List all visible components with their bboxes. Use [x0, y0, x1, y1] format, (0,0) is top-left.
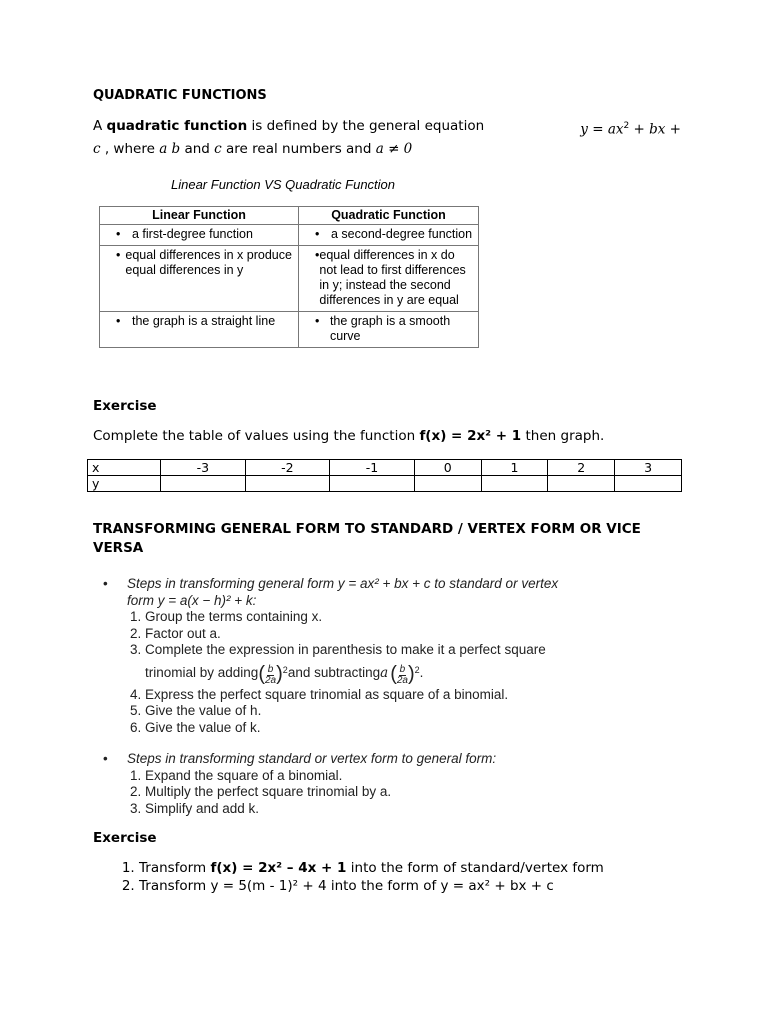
- cell-linear-differences: • equal differences in x produce equal differences in y: [100, 246, 299, 312]
- step-item: 4. Express the perfect square trinomial as square of a binomial.: [145, 687, 663, 704]
- intro-line2: c , where a b and c are real numbers and a ≠ 0: [93, 140, 413, 157]
- step-item: 3. Simplify and add k.: [145, 801, 663, 818]
- y-value-cell[interactable]: [414, 476, 481, 492]
- values-row-x: [88, 460, 682, 476]
- comparison-title: Linear Function VS Quadratic Function: [171, 177, 396, 192]
- y-value-cell[interactable]: [615, 476, 682, 492]
- step-item: 1. Expand the square of a binomial.: [145, 768, 663, 785]
- exercise1-function: f(x) = 2x² + 1: [419, 428, 522, 444]
- cell-linear-graph: • the graph is a straight line: [100, 312, 299, 348]
- x-value-cell: 3: [615, 460, 682, 476]
- step-item: 1. Group the terms containing x.: [145, 609, 663, 626]
- intro-line1-text: A quadratic function is defined by the general equation: [93, 118, 485, 134]
- x-value-cell: 1: [481, 460, 548, 476]
- section-heading-transforming: TRANSFORMING GENERAL FORM TO STANDARD / VERTEX FORM OR VICE VERSA: [93, 521, 641, 556]
- cell-linear-degree: • a first-degree function: [100, 225, 299, 246]
- intro-paragraph: [93, 117, 681, 159]
- step-item: 2. Factor out a.: [145, 626, 663, 643]
- y-value-cell[interactable]: [481, 476, 548, 492]
- header-linear: Linear Function: [100, 207, 299, 225]
- y-label-cell: y: [88, 476, 161, 492]
- page-title: QUADRATIC FUNCTIONS: [93, 88, 267, 103]
- x-label-cell: x: [88, 460, 161, 476]
- exercise2-item: 2. Transform y = 5(m - 1)² + 4 into the form of y = ax² + bx + c: [139, 877, 693, 895]
- values-row-y: [88, 476, 682, 492]
- x-value-cell: -1: [330, 460, 415, 476]
- exercise1-title: Exercise: [93, 398, 157, 414]
- step3-continuation: trinomial by adding ( b 2a ) $^2$ and subtracting a ( b 2a ) $^2$ .: [145, 662, 424, 686]
- cell-quadratic-graph: • the graph is a smooth curve: [299, 312, 479, 348]
- general-equation: $y = ax^2$ + bx +: [580, 121, 681, 138]
- step-item: 2. Multiply the perfect square trinomial by a.: [145, 784, 663, 801]
- cell-quadratic-differences: • equal differences in x do not lead to first differences in y; instead the second differences in y are equal: [299, 246, 479, 312]
- steps-general-to-vertex: • Steps in transforming general form y = ax² + bx + c to standard or vertex form y = a(x − h)² + k: 1. Group the terms containing x. 2. Factor out a. 3. Complete the expression in parenthesis to make it a perfect square trinomial by adding ( b 2a ) $^2$ and subtracting a ( b 2a ) $^2$ . 4. Express the perfect square trinomial as square of a binomial. 5. Give the value of h. 6. Give the value of k.: [103, 576, 663, 736]
- bullet: •: [103, 751, 108, 766]
- values-table: [87, 459, 682, 492]
- fraction-b-over-2a: ( b 2a ) $^2$: [258, 662, 288, 686]
- step-item: 6. Give the value of k.: [145, 720, 663, 737]
- cell-quadratic-degree: • a second-degree function: [299, 225, 479, 246]
- fraction-b-over-2a-second: ( b 2a ) $^2$: [390, 662, 420, 686]
- term-quadratic-function: quadratic function: [106, 118, 248, 134]
- x-value-cell: 2: [548, 460, 615, 476]
- header-quadratic: Quadratic Function: [299, 207, 479, 225]
- exercise2-list: [93, 859, 693, 895]
- y-value-cell[interactable]: [245, 476, 330, 492]
- y-value-cell[interactable]: [548, 476, 615, 492]
- exercise1-instruction: Complete the table of values using the function f(x) = 2x² + 1 then graph.: [93, 428, 605, 444]
- comparison-table: [99, 206, 479, 348]
- step-item: 3. Complete the expression in parenthesis to make it a perfect square trinomial by adding ( b 2a ) $^2$ and subtracting a ( b 2a ) $^2$ .: [145, 642, 663, 687]
- y-value-cell[interactable]: [330, 476, 415, 492]
- exercise2-title: Exercise: [93, 830, 157, 846]
- x-value-cell: -3: [161, 460, 246, 476]
- step-item: 5. Give the value of h.: [145, 703, 663, 720]
- x-value-cell: 0: [414, 460, 481, 476]
- steps-vertex-to-general: • Steps in transforming standard or vertex form to general form: 1. Expand the square of a binomial. 2. Multiply the perfect square trinomial by a. 3. Simplify and add k.: [103, 751, 663, 817]
- exercise2-item: 1. Transform f(x) = 2x² – 4x + 1 into the form of standard/vertex form: [139, 859, 693, 877]
- x-value-cell: -2: [245, 460, 330, 476]
- y-value-cell[interactable]: [161, 476, 246, 492]
- bullet: •: [103, 576, 108, 591]
